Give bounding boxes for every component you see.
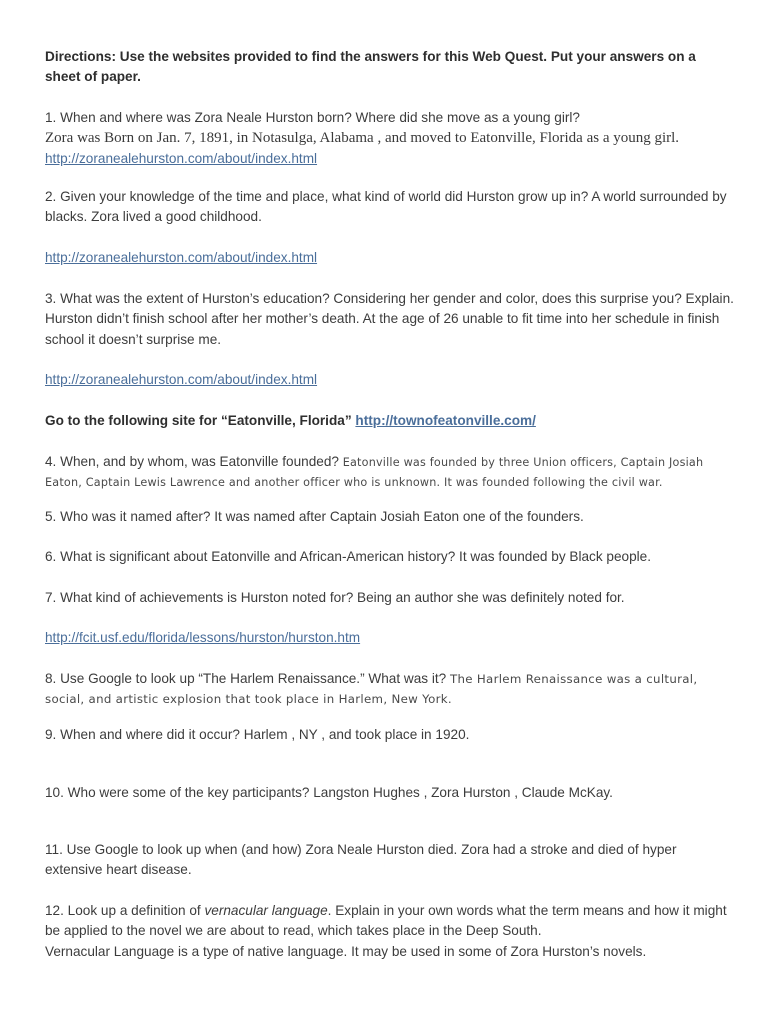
question-12-suffix: . Explain in your own words what the term means and how it might be applied to the novel we are about to read, which takes place in the Deep South. xyxy=(45,903,727,939)
question-2-text: 2. Given your knowledge of the time and place, what kind of world did Hurston grow up in? A world surrounded by blacks. Zora lived a good childhood. xyxy=(45,189,727,225)
question-12-prefix: 12. Look up a definition of xyxy=(45,903,205,918)
question-1-link[interactable]: http://zoranealehurston.com/about/index.html xyxy=(45,150,318,166)
question-7 xyxy=(45,588,735,608)
question-10: 10. Who were some of the key participants? Langston Hughes , Zora Hurston , Claude McKay. xyxy=(45,785,613,800)
question-7-link-row xyxy=(45,628,735,648)
question-8-text: 8. Use Google to look up “The Harlem Renaissance.” What was it? xyxy=(45,671,450,686)
question-8 xyxy=(45,669,735,710)
question-12-term: vernacular language xyxy=(204,903,328,918)
question-1 xyxy=(45,108,735,169)
question-3-link-row xyxy=(45,370,735,390)
eatonville-link[interactable]: http://townofeatonville.com/ xyxy=(355,413,536,428)
goto-eatonville xyxy=(45,411,735,431)
question-2-link-row xyxy=(45,248,735,268)
question-2 xyxy=(45,187,735,228)
question-9: 9. When and where did it occur? Harlem , NY , and took place in 1920. xyxy=(45,727,470,742)
directions-text: Directions: Use the websites provided to find the answers for this Web Quest. Put your answers on a sheet of paper. xyxy=(45,49,696,85)
question-3 xyxy=(45,289,735,350)
question-5: 5. Who was it named after? It was named after Captain Josiah Eaton one of the founders. xyxy=(45,509,584,524)
question-3-link[interactable]: http://zoranealehurston.com/about/index.html xyxy=(45,372,318,387)
question-4-answer: Eatonville was founded by three Union officers, Captain Josiah Eaton, Captain Lewis Lawrence and another officer who is unknown. It was founded following the civil war. xyxy=(45,456,704,490)
question-4-text: 4. When, and by whom, was Eatonville founded? xyxy=(45,454,343,469)
question-2-link[interactable]: http://zoranealehurston.com/about/index.html xyxy=(45,250,318,265)
goto-text: Go to the following site for “Eatonville, Florida” xyxy=(45,413,356,428)
question-1-text: 1. When and where was Zora Neale Hurston born? Where did she move as a young girl? xyxy=(45,110,580,125)
question-8-answer: The Harlem Renaissance was a cultural, social, and artistic explosion that took place in Harlem, New York. xyxy=(45,672,698,707)
question-1-answer: Zora was Born on Jan. 7, 1891, in Notasulga, Alabama , and moved to Eatonville, Florida as a young girl. xyxy=(45,130,680,147)
question-4 xyxy=(45,452,735,493)
question-7-link[interactable]: http://fcit.usf.edu/florida/lessons/hurston/hurston.htm xyxy=(45,630,361,645)
question-11: 11. Use Google to look up when (and how) Zora Neale Hurston died. Zora had a stroke and died of hyper extensive heart disease. xyxy=(45,842,677,878)
question-6: 6. What is significant about Eatonville and African-American history? It was founded by Black people. xyxy=(45,549,652,564)
question-3-text: 3. What was the extent of Hurston’s education? Considering her gender and color, does this surprise you? Explain. Hurston didn’t finish school after her mother’s death. At the age of 26 unable to fit time into her schedule in finish school it doesn’t surprise me. xyxy=(45,291,734,347)
question-12 xyxy=(45,901,735,962)
question-12-text xyxy=(45,901,735,942)
question-12-answer: Vernacular Language is a type of native language. It may be used in some of Zora Hurston’s novels. xyxy=(45,943,647,959)
question-7-text: 7. What kind of achievements is Hurston noted for? Being an author she was definitely noted for. xyxy=(45,590,625,605)
